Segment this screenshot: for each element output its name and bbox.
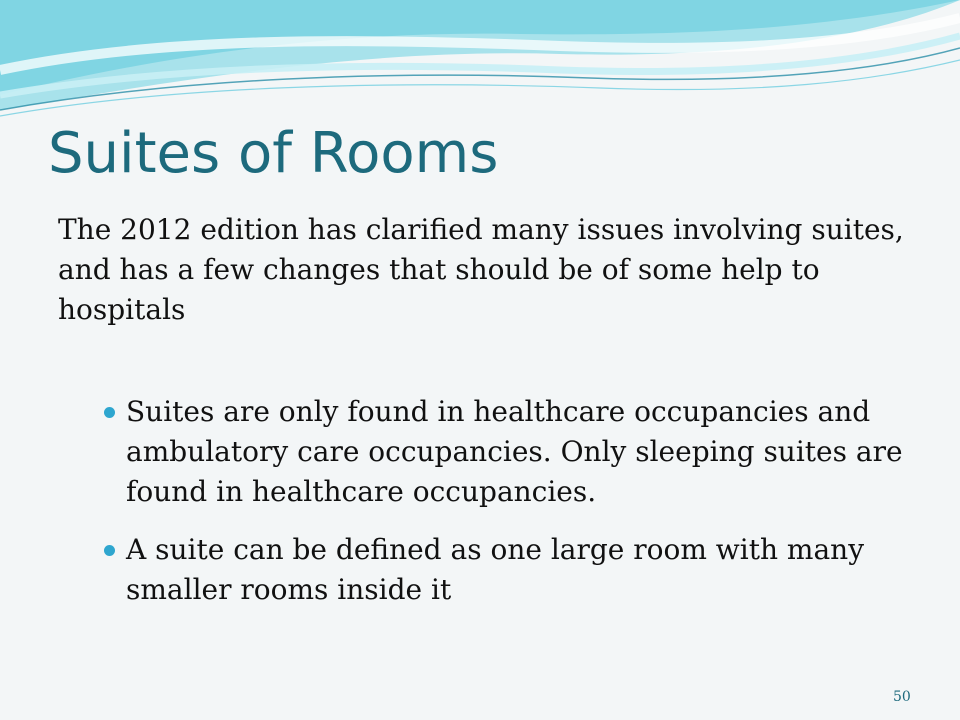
bullet-item <box>104 392 924 512</box>
intro-paragraph: The 2012 edition has clarified many issues involving suites, and has a few changes that should be of some help to hospitals <box>58 213 904 326</box>
bullet-item <box>104 530 924 610</box>
page-number: 50 <box>893 689 911 705</box>
bullet-dot-icon <box>104 545 115 556</box>
bullet-list <box>104 392 924 628</box>
slide-title: Suites of Rooms <box>48 121 499 186</box>
bullet-dot-icon <box>104 407 115 418</box>
bullet-text: A suite can be defined as one large room with many smaller rooms inside it <box>126 533 865 606</box>
bullet-text: Suites are only found in healthcare occupancies and ambulatory care occupancies. Only sleeping suites are found in healthcare occupancies. <box>126 395 903 508</box>
